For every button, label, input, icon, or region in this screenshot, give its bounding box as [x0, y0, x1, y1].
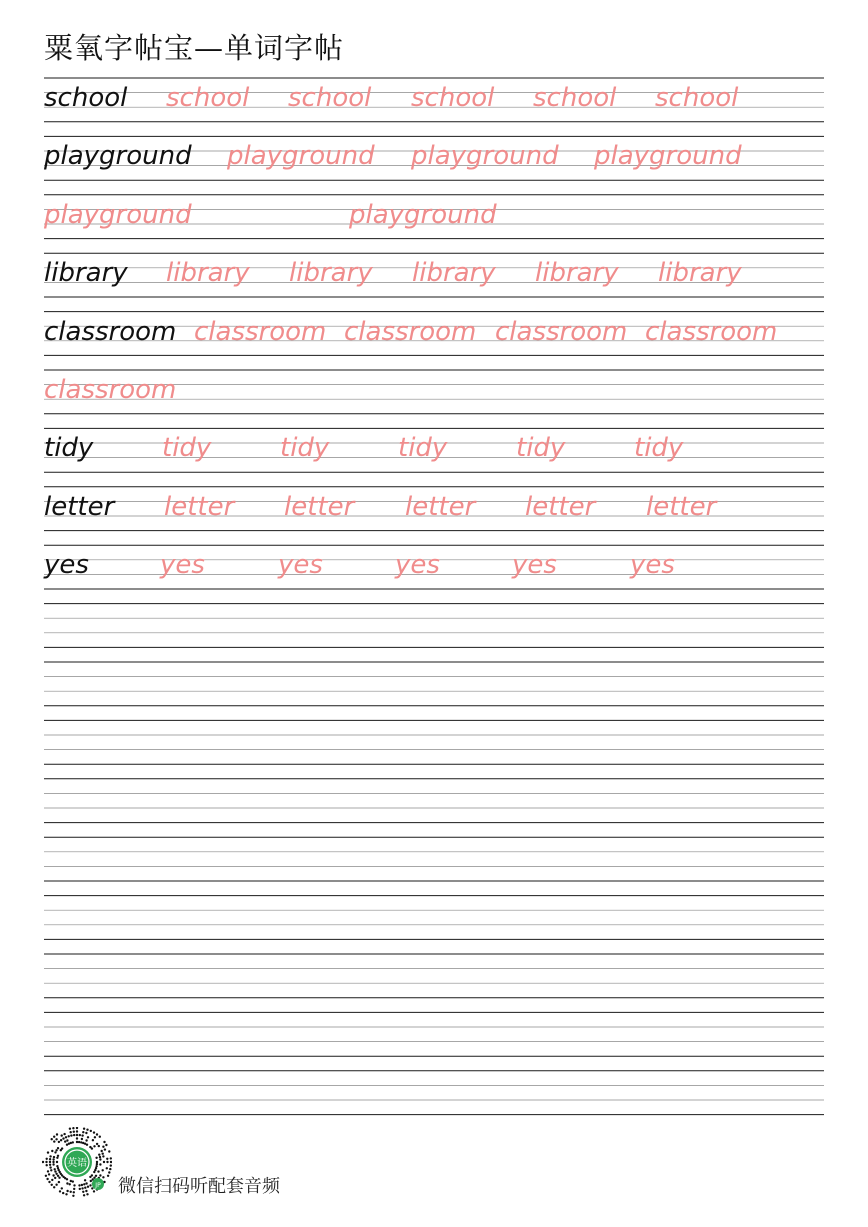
model-word: library	[44, 258, 128, 289]
qr-code-icon	[42, 1127, 112, 1197]
trace-word: school	[411, 83, 495, 113]
trace-word: playground	[349, 199, 497, 230]
trace-word: tidy	[634, 433, 684, 464]
trace-word: yes	[512, 550, 557, 581]
trace-word: yes	[630, 550, 675, 581]
model-word: letter	[44, 491, 115, 522]
trace-word: library	[166, 258, 250, 289]
trace-word: library	[535, 258, 619, 289]
trace-word: school	[166, 83, 250, 113]
model-word: yes	[44, 550, 89, 581]
trace-word: letter	[646, 491, 717, 522]
trace-word: yes	[278, 550, 323, 581]
trace-word: tidy	[280, 433, 330, 464]
trace-word: letter	[525, 491, 596, 522]
qr-small-badge-text: JP	[95, 1182, 101, 1189]
trace-word: classroom	[344, 316, 477, 347]
page-title: 粟氧字帖宝—单词字帖	[44, 31, 345, 65]
trace-word: school	[533, 83, 617, 113]
trace-word: letter	[164, 491, 235, 522]
trace-word: letter	[284, 491, 355, 522]
trace-word: playground	[411, 141, 559, 172]
trace-word: library	[412, 258, 496, 289]
model-word: tidy	[44, 433, 94, 464]
model-word: school	[44, 83, 128, 113]
trace-word: playground	[227, 141, 375, 172]
trace-word: letter	[405, 491, 476, 522]
model-word: classroom	[44, 316, 177, 347]
trace-word: school	[288, 83, 372, 113]
trace-word: playground	[594, 141, 742, 172]
trace-word: library	[658, 258, 742, 289]
trace-word: classroom	[44, 375, 177, 405]
trace-word: yes	[160, 550, 205, 581]
qr-badge-text: 英语	[67, 1158, 87, 1169]
trace-word: tidy	[516, 433, 566, 464]
trace-word: yes	[395, 550, 440, 581]
trace-word: school	[655, 83, 739, 113]
footer-caption: 微信扫码听配套音频	[118, 1176, 280, 1197]
trace-word: classroom	[645, 316, 778, 347]
trace-word: classroom	[194, 316, 327, 347]
trace-word: tidy	[162, 433, 212, 464]
trace-word: classroom	[495, 316, 628, 347]
trace-word: playground	[44, 199, 192, 230]
model-word: playground	[44, 141, 192, 172]
trace-word: library	[289, 258, 373, 289]
trace-word: tidy	[398, 433, 448, 464]
